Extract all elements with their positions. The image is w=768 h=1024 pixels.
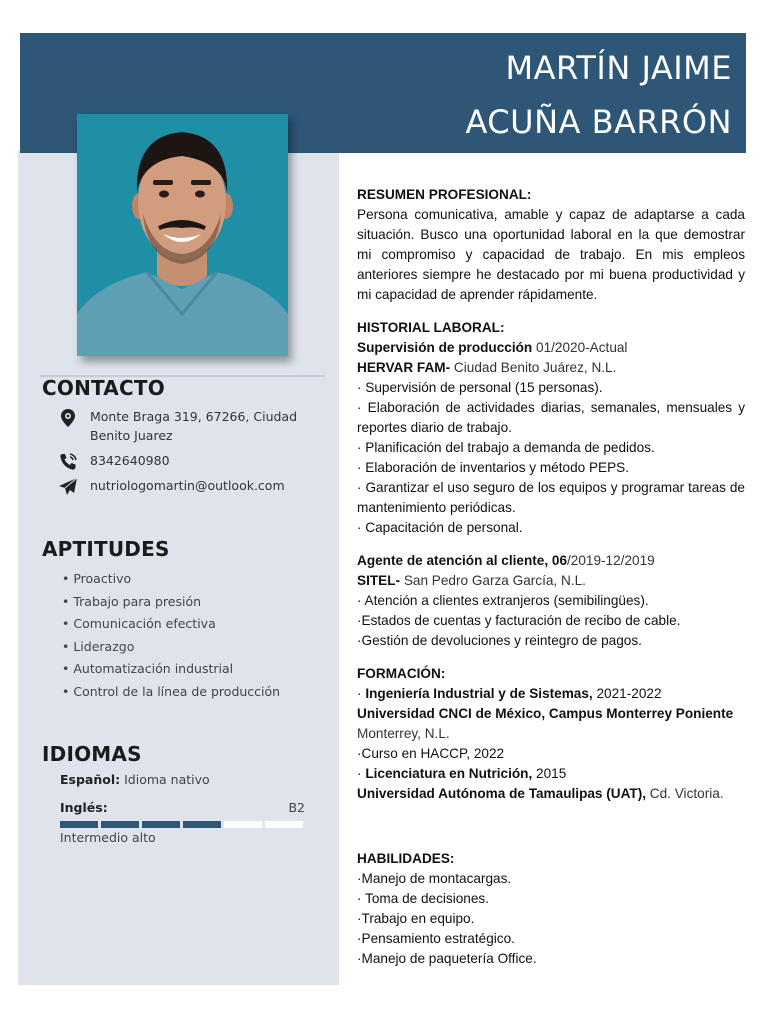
- job1-company-line: [357, 358, 745, 378]
- english-level: B2: [288, 800, 305, 815]
- address-text: Monte Braga 319, 67266, Ciudad Benito Juarez: [90, 409, 298, 443]
- level-segment: [60, 821, 98, 828]
- location-pin-icon: [58, 408, 82, 426]
- full-name: [465, 41, 732, 149]
- list-item: • Liderazgo: [62, 638, 135, 654]
- degree2-name: Licenciatura en Nutrición,: [365, 766, 533, 781]
- degree1-name: Ingeniería Industrial y de Sistemas,: [365, 686, 593, 701]
- aptitudes-list: [62, 568, 280, 703]
- idiomas-heading: IDIOMAS: [42, 742, 142, 766]
- degree2-years: 2015: [532, 766, 567, 781]
- job2-role: Agente de atención al cliente, 06: [357, 553, 568, 568]
- job1-company: HERVAR FAM-: [357, 360, 451, 375]
- main-content: [357, 185, 745, 969]
- list-item: • Control de la línea de producción: [62, 683, 281, 699]
- degree1-years: 2021-2022: [592, 686, 662, 701]
- job2-dates: /2019-12/2019: [567, 553, 655, 568]
- school2-name: Universidad Autónoma de Tamaulipas (UAT),: [357, 786, 647, 801]
- habilidades-heading: HABILIDADES:: [357, 851, 455, 866]
- phone-icon: [58, 452, 82, 470]
- resumen-heading: RESUMEN PROFESIONAL:: [357, 187, 532, 202]
- level-segment: [101, 821, 139, 828]
- formacion-heading: FORMACIÓN:: [357, 666, 446, 681]
- list-item: ·Manejo de paquetería Office.: [357, 951, 537, 966]
- level-segment: [142, 821, 180, 828]
- contact-phone: [58, 451, 318, 470]
- list-item: · Capacitación de personal.: [357, 520, 523, 535]
- list-item: · Garantizar el uso seguro de los equipos y programar tareas de mantenimiento periódicas.: [357, 480, 745, 515]
- list-item: • Trabajo para presión: [62, 593, 202, 609]
- list-item: · Elaboración de actividades diarias, semanales, mensuales y reportes diario de trabajo.: [357, 400, 745, 435]
- phone-text[interactable]: 8342640980: [90, 453, 170, 468]
- job1-location: Ciudad Benito Juárez, N.L.: [450, 360, 617, 375]
- list-item: ·Estados de cuentas y facturación de recibo de cable.: [357, 613, 681, 628]
- bullet: ·: [357, 686, 366, 701]
- job1-role: Supervisión de producción: [357, 340, 533, 355]
- historial-heading: HISTORIAL LABORAL:: [357, 320, 505, 335]
- list-item: · Planificación del trabajo a demanda de pedidos.: [357, 440, 655, 455]
- paper-plane-icon: [58, 477, 82, 495]
- school2-line: [357, 784, 745, 804]
- english-level-bar: [60, 821, 303, 828]
- name-line-1: MARTÍN JAIME: [505, 49, 732, 87]
- level-segment: [265, 821, 303, 828]
- resumen-text: Persona comunicativa, amable y capaz de adaptarse a cada situación. Busco una oportunidad laboral en la que demostrar mi compromiso y capacidad de trabajo. En mis empleos anteriores siempre he destacado por mi buena productividad y mi capacidad de aprender rápidamente.: [357, 207, 745, 302]
- contact-heading: CONTACTO: [42, 376, 165, 400]
- spacer: [357, 651, 745, 664]
- job1-title: [357, 338, 745, 358]
- list-item: ·Gestión de devoluciones y reintegro de pagos.: [357, 633, 642, 648]
- list-item: • Proactivo: [62, 571, 132, 586]
- list-item: • Comunicación efectiva: [62, 616, 216, 631]
- profile-photo: [77, 114, 288, 356]
- contact-address: [58, 407, 318, 445]
- job2-location: San Pedro Garza García, N.L.: [400, 573, 586, 588]
- name-line-2: ACUÑA BARRÓN: [465, 103, 732, 141]
- list-item: ·Trabajo en equipo.: [357, 911, 475, 926]
- list-item: • Automatización industrial: [62, 661, 234, 676]
- list-item: ·Pensamiento estratégico.: [357, 931, 515, 946]
- spacer: [357, 804, 745, 849]
- job1-dates: 01/2020-Actual: [532, 340, 628, 355]
- english-line: [60, 800, 305, 815]
- course-line: ·Curso en HACCP, 2022: [357, 746, 505, 761]
- degree2-line: [357, 764, 745, 784]
- list-item: · Supervisión de personal (15 personas).: [357, 380, 603, 395]
- job2-company: SITEL-: [357, 573, 401, 588]
- english-desc: Intermedio alto: [60, 830, 156, 845]
- spanish-value: Idioma nativo: [124, 772, 210, 787]
- spanish-line: [60, 772, 210, 787]
- level-segment: [183, 821, 221, 828]
- list-item: · Atención a clientes extranjeros (semibilingües).: [357, 593, 649, 608]
- degree1-line: [357, 684, 745, 704]
- school1-name: Universidad CNCI de México, Campus Monterrey Poniente: [357, 706, 734, 721]
- bullet: ·: [357, 766, 366, 781]
- list-item: · Toma de decisiones.: [357, 891, 489, 906]
- english-label: Inglés:: [60, 800, 108, 815]
- spanish-label: Español:: [60, 772, 121, 787]
- job2-title: [357, 551, 745, 571]
- contact-email: [58, 476, 318, 495]
- level-segment: [224, 821, 262, 828]
- email-text[interactable]: nutriologomartin@outlook.com: [90, 478, 285, 493]
- spacer: [357, 305, 745, 318]
- job2-company-line: [357, 571, 745, 591]
- spacer: [357, 538, 745, 551]
- aptitudes-heading: APTITUDES: [42, 537, 170, 561]
- list-item: · Elaboración de inventarios y método PEPS.: [357, 460, 630, 475]
- list-item: ·Manejo de montacargas.: [357, 871, 512, 886]
- school2-location: Cd. Victoria.: [646, 786, 724, 801]
- school1-location: Monterrey, N.L.: [357, 726, 450, 741]
